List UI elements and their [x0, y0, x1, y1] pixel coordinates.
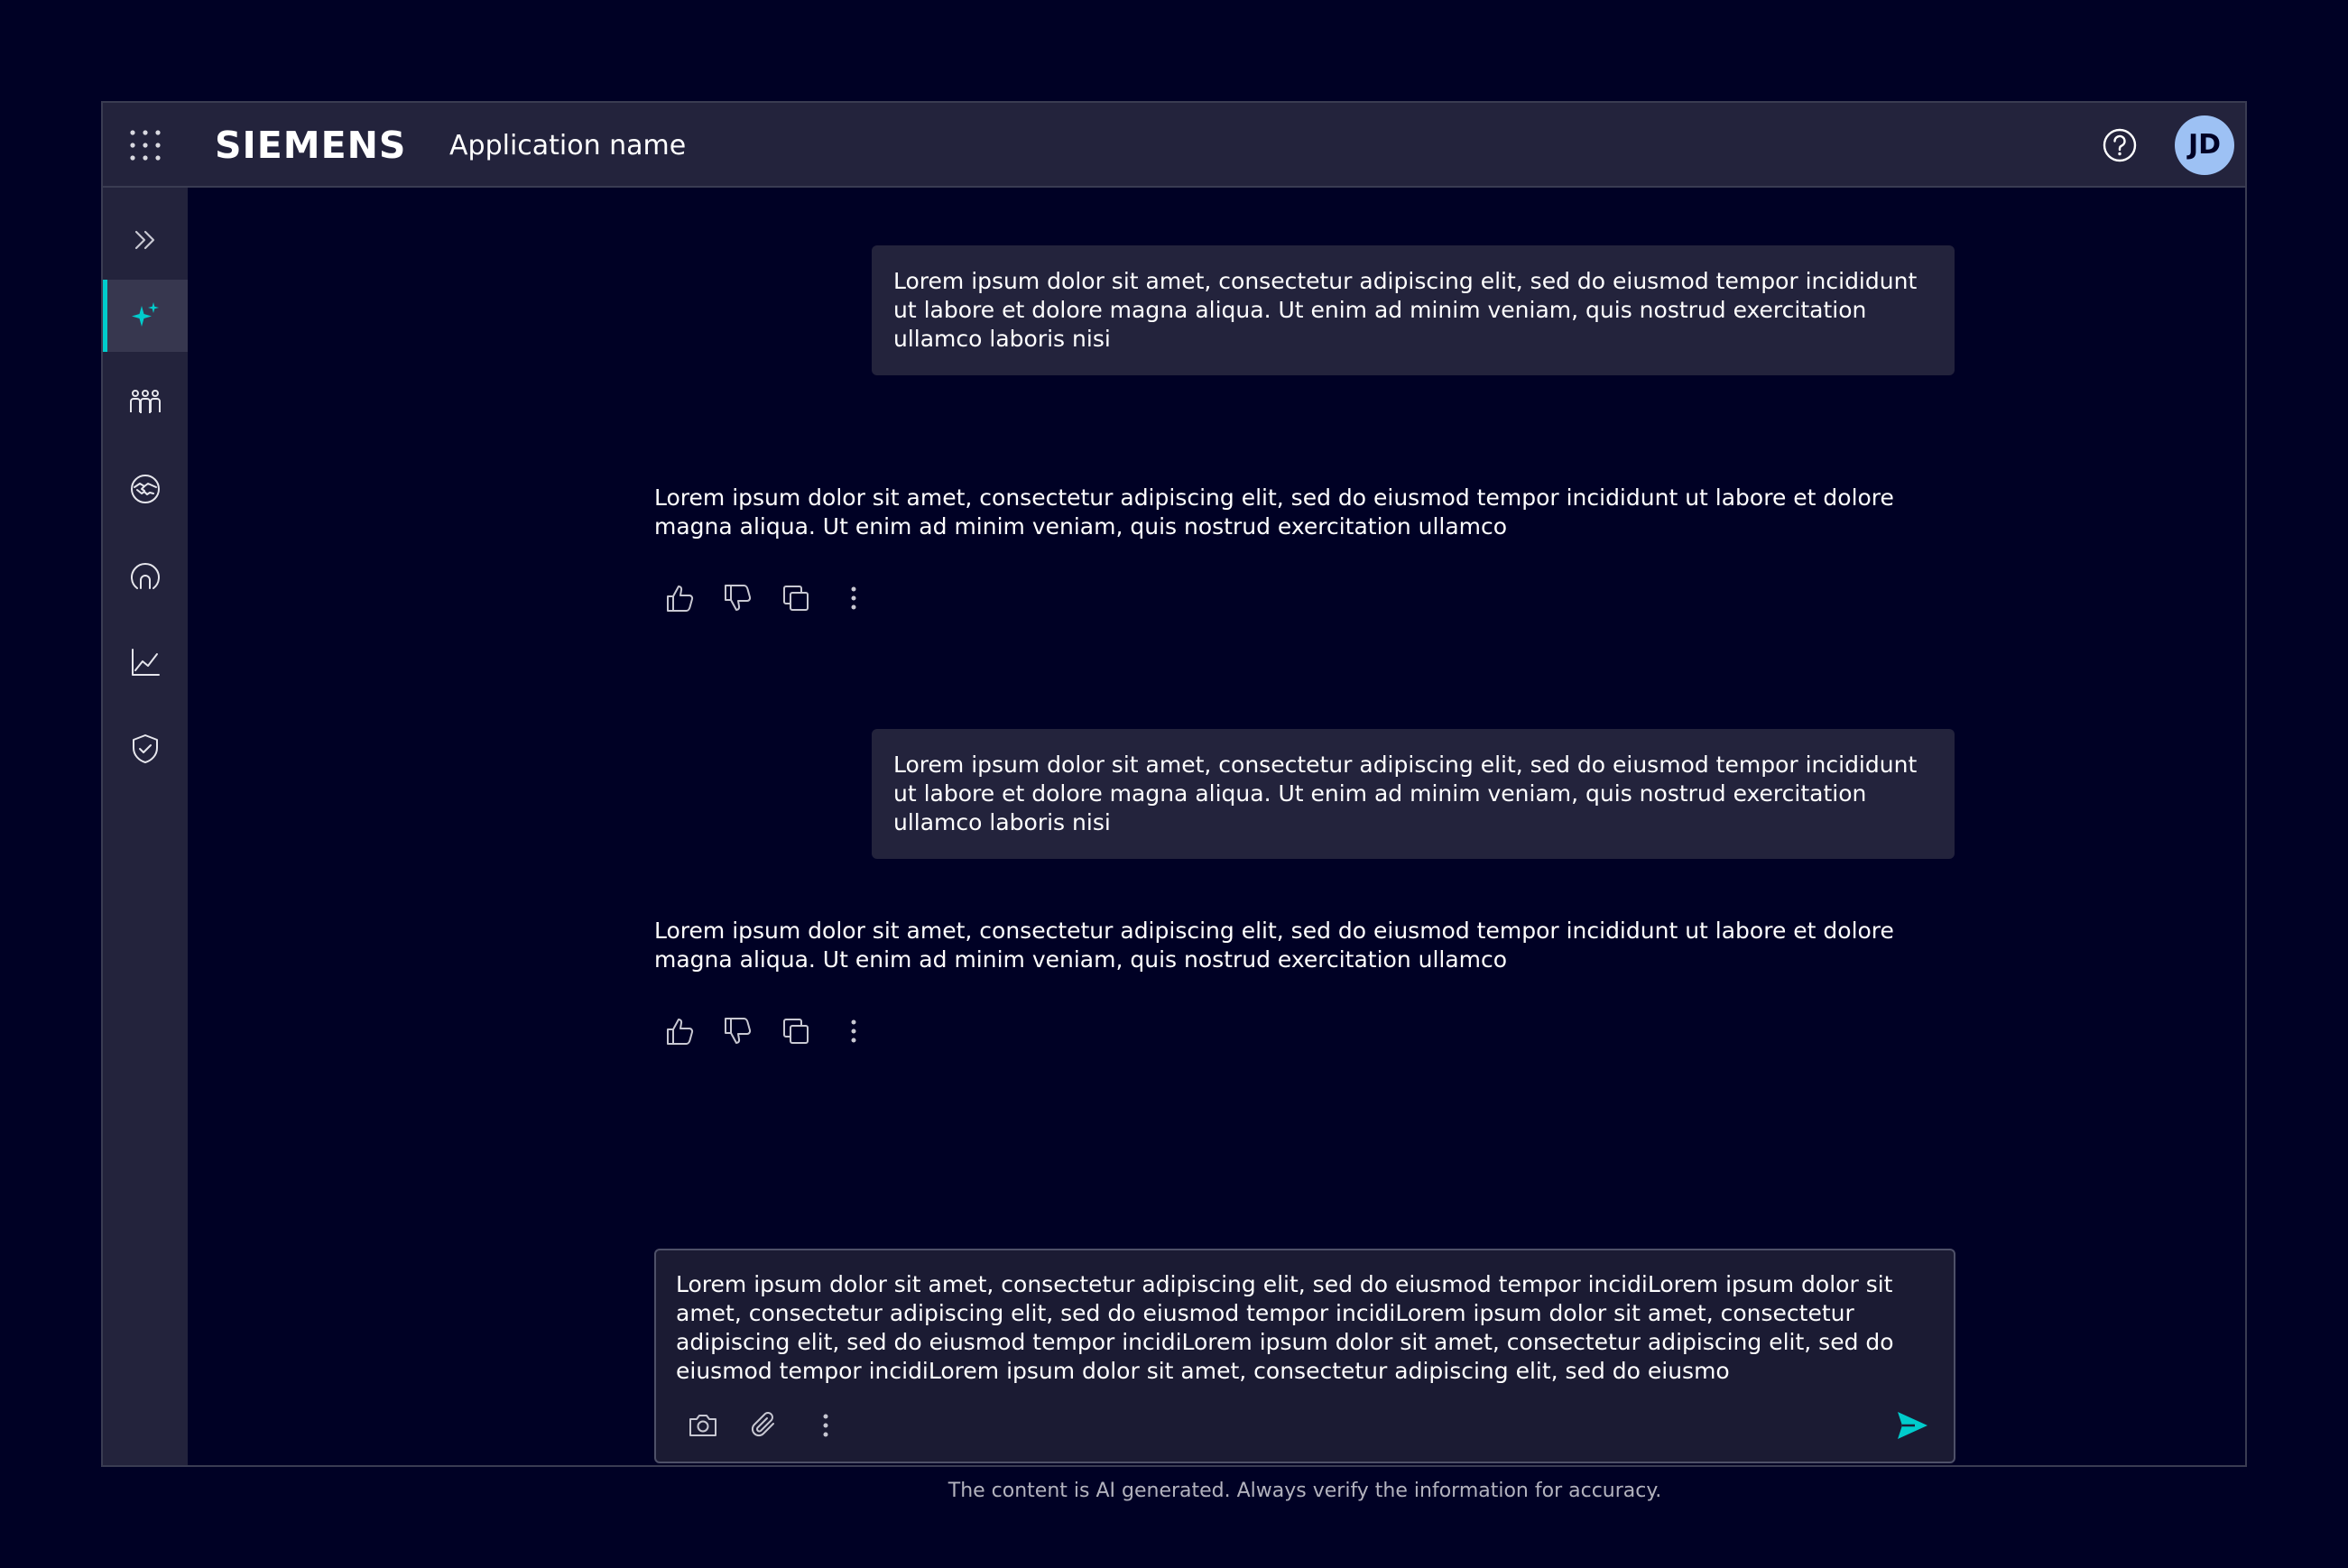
expand-double-chevron-icon: [128, 223, 162, 257]
composer-toolbar: [683, 1406, 846, 1445]
more-options-button[interactable]: [834, 578, 874, 618]
thumbs-down-icon: [722, 1015, 754, 1047]
composer-more-button[interactable]: [806, 1406, 846, 1445]
thumbs-up-icon: [664, 582, 697, 614]
sidebar-item-partners[interactable]: [103, 453, 188, 525]
sparkle-ai-icon: [128, 299, 162, 333]
chat-area: [188, 188, 2245, 1502]
thumbs-down-icon: [722, 582, 754, 614]
application-name: Application name: [449, 130, 687, 161]
app-launcher-grid-icon[interactable]: [128, 128, 162, 162]
camera-button[interactable]: [683, 1406, 723, 1445]
help-icon[interactable]: [2101, 126, 2139, 164]
message-actions: [661, 1011, 874, 1051]
line-chart-icon: [128, 645, 162, 679]
more-vertical-icon: [837, 1015, 870, 1047]
brand-logo: SIEMENS: [215, 124, 407, 167]
location-pin-icon: [128, 558, 162, 593]
attach-button[interactable]: [744, 1406, 784, 1445]
more-options-button[interactable]: [834, 1011, 874, 1051]
assistant-message: Lorem ipsum dolor sit amet, consectetur adipiscing elit, sed do eiusmod tempor incididunt ut labore et dolore magna aliqua. Ut enim ad minim veniam, quis nostrud exercitation ullamco: [654, 918, 1894, 973]
sidebar-item-locations[interactable]: [103, 540, 188, 612]
user-message: Lorem ipsum dolor sit amet, consectetur adipiscing elit, sed do eiusmod tempor incididunt ut labore et dolore magna aliqua. Ut enim ad minim veniam, quis nostrud exercitation ullamco laboris nisi: [872, 245, 1955, 375]
top-bar: [103, 103, 2245, 188]
sidebar-toggle-button[interactable]: [103, 204, 188, 276]
like-button[interactable]: [661, 1011, 700, 1051]
paperclip-icon: [749, 1410, 780, 1441]
handshake-icon: [128, 472, 162, 506]
sidebar-item-ai-assistant[interactable]: [103, 280, 188, 352]
more-vertical-icon: [810, 1410, 841, 1441]
user-message: Lorem ipsum dolor sit amet, consectetur adipiscing elit, sed do eiusmod tempor incididunt ut labore et dolore magna aliqua. Ut enim ad minim veniam, quis nostrud exercitation ullamco laboris nisi: [872, 729, 1955, 859]
shield-check-icon: [128, 732, 162, 766]
sidebar-item-analytics[interactable]: [103, 626, 188, 698]
thumbs-up-icon: [664, 1015, 697, 1047]
copy-button[interactable]: [776, 1011, 816, 1051]
send-icon: [1894, 1407, 1930, 1443]
prompt-input[interactable]: Lorem ipsum dolor sit amet, consectetur adipiscing elit, sed do eiusmod tempor incidiLorem ipsum dolor sit amet, consectetur adipiscing elit, sed do eiusmod tempor incidiLorem ipsum dolor sit amet, consectetur adipiscing elit, sed do eiusmod tempor incidiLorem ipsum dolor sit amet, consectetur adipiscing elit, sed do eiusmod tempor incidiLorem ipsum dolor sit amet, consectetur adipiscing elit, sed do eiusmo: [676, 1271, 1894, 1384]
sidebar-item-security[interactable]: [103, 713, 188, 785]
sidebar-item-team[interactable]: [103, 366, 188, 438]
like-button[interactable]: [661, 578, 700, 618]
more-vertical-icon: [837, 582, 870, 614]
copy-button[interactable]: [776, 578, 816, 618]
assistant-message: Lorem ipsum dolor sit amet, consectetur adipiscing elit, sed do eiusmod tempor incididunt ut labore et dolore magna aliqua. Ut enim ad minim veniam, quis nostrud exercitation ullamco: [654, 484, 1894, 540]
ai-disclaimer: The content is AI generated. Always verify the information for accuracy.: [948, 1480, 1662, 1502]
message-composer: [654, 1249, 1955, 1463]
camera-icon: [688, 1410, 718, 1441]
copy-icon: [780, 582, 812, 614]
sidebar: [103, 188, 188, 1465]
user-avatar[interactable]: JD: [2175, 115, 2234, 175]
message-actions: [661, 578, 874, 618]
group-people-icon: [128, 385, 162, 420]
send-button[interactable]: [1890, 1404, 1934, 1447]
dislike-button[interactable]: [718, 578, 758, 618]
app-window: [101, 101, 2247, 1502]
dislike-button[interactable]: [718, 1011, 758, 1051]
copy-icon: [780, 1015, 812, 1047]
